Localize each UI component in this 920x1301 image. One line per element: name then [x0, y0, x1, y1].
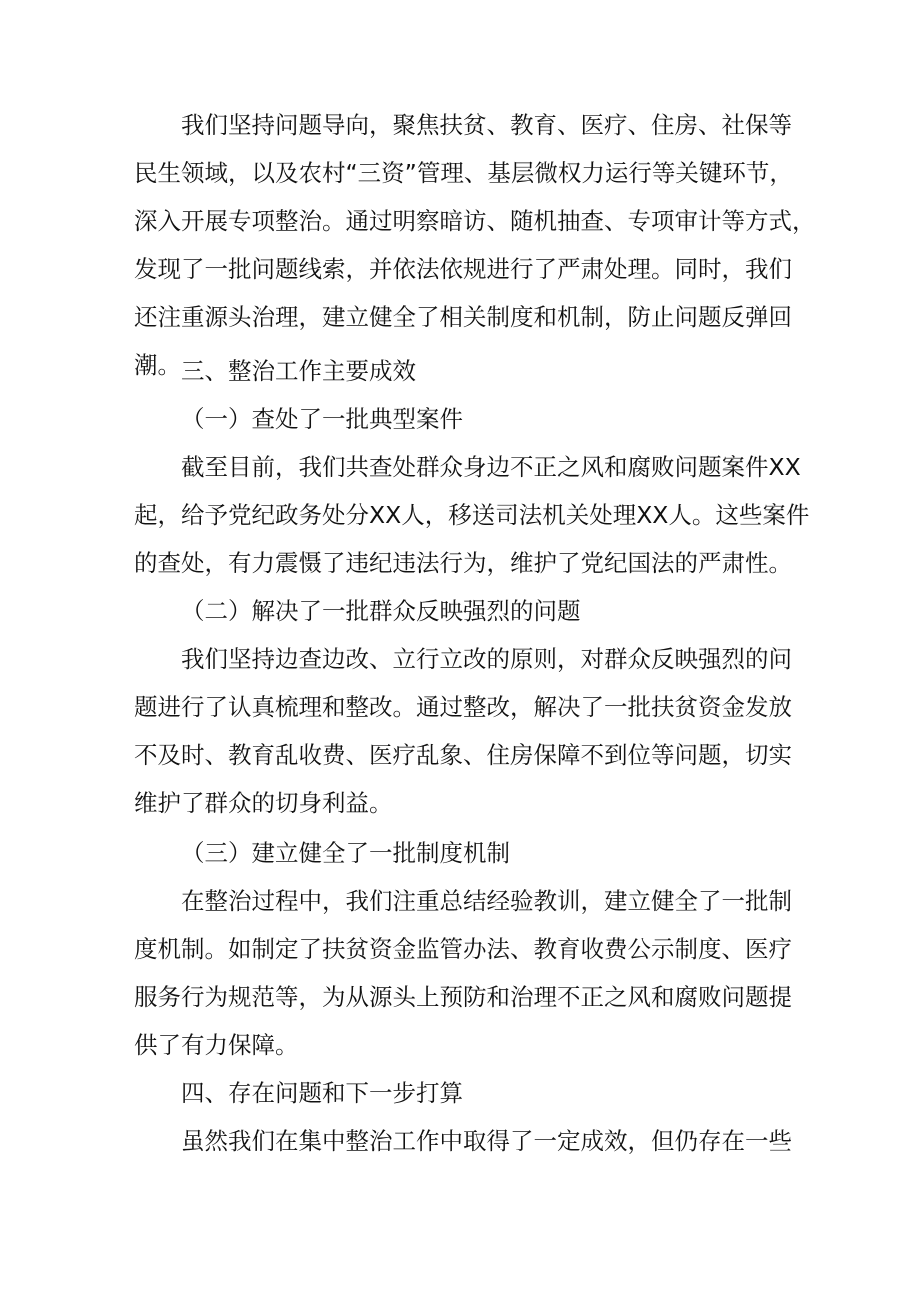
paragraph-rectification — [134, 635, 799, 827]
paragraph-institution-building — [134, 877, 799, 1069]
text-line: 不及时、教育乱收费、医疗乱象、住房保障不到位等问题，切实 — [134, 741, 792, 769]
text-line: 深入开展专项整治。通过明察暗访、随机抽查、专项审计等方式， — [134, 207, 816, 235]
subheading-problems-solved: （二）解决了一批群众反映强烈的问题 — [181, 597, 581, 625]
section-heading-achievements: 三、整治工作主要成效 — [181, 357, 416, 385]
subheading-mechanisms: （三）建立健全了一批制度机制 — [181, 839, 510, 867]
text-line: 维护了群众的切身利益。 — [134, 789, 393, 817]
text-line: 虽然我们在集中整治工作中取得了一定成效，但仍存在一些 — [134, 1127, 792, 1155]
paragraph-remaining-issues — [134, 1117, 799, 1165]
text-line: 服务行为规范等，为从源头上预防和治理不正之风和腐败问题提 — [134, 983, 792, 1011]
text-line: 供了有力保障。 — [134, 1031, 299, 1059]
section-heading-next-steps: 四、存在问题和下一步打算 — [181, 1079, 463, 1107]
text-line: 起，给予党纪政务处分XX人，移送司法机关处理XX人。这些案件 — [134, 501, 810, 529]
subheading-typical-cases: （一）查处了一批典型案件 — [181, 405, 463, 433]
paragraph-problem-orientation — [134, 101, 816, 389]
text-line: 的查处，有力震慑了违纪违法行为，维护了党纪国法的严肃性。 — [134, 549, 792, 577]
text-line: 截至目前，我们共查处群众身边不正之风和腐败问题案件XX — [134, 453, 801, 481]
paragraph-cases-handled — [134, 443, 810, 587]
text-line: 发现了一批问题线索，并依法依规进行了严肃处理。同时，我们 — [134, 255, 792, 283]
text-line: 潮。 — [134, 351, 181, 379]
text-line: 我们坚持问题导向，聚焦扶贫、教育、医疗、住房、社保等 — [134, 111, 792, 139]
text-line: 民生领域，以及农村“三资”管理、基层微权力运行等关键环节， — [134, 159, 793, 187]
text-line: 还注重源头治理，建立健全了相关制度和机制，防止问题反弹回 — [134, 303, 792, 331]
text-line: 我们坚持边查边改、立行立改的原则，对群众反映强烈的问 — [134, 645, 792, 673]
text-line: 度机制。如制定了扶贫资金监管办法、教育收费公示制度、医疗 — [134, 935, 792, 963]
text-line: 在整治过程中，我们注重总结经验教训，建立健全了一批制 — [134, 887, 792, 915]
text-line: 题进行了认真梳理和整改。通过整改，解决了一批扶贫资金发放 — [134, 693, 792, 721]
